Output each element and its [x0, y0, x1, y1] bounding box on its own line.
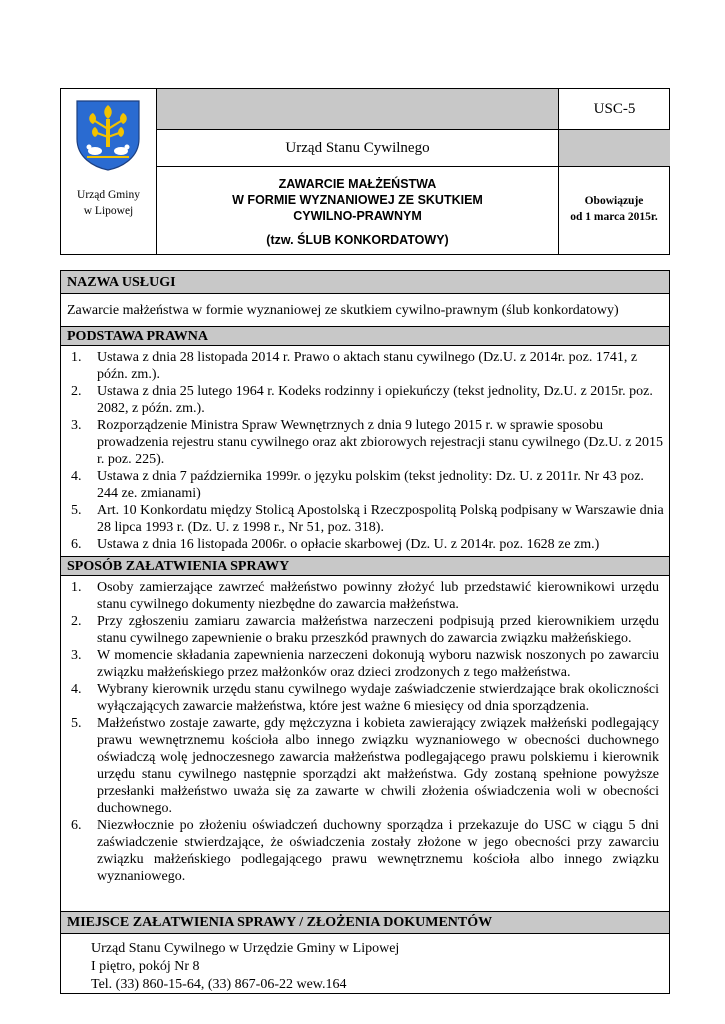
list-item-text: Ustawa z dnia 28 listopada 2014 r. Prawo o aktach stanu cywilnego (Dz.U. z 2014r. poz. 1741, z późn. zm.). [97, 350, 638, 382]
list-item [61, 502, 667, 536]
list-item-number: 5. [71, 503, 82, 518]
place-line-1: Urząd Stanu Cywilnego w Urzędzie Gminy w Lipowej [91, 941, 400, 956]
gmina-line-2: w Lipowej [83, 205, 134, 217]
list-item [61, 536, 667, 553]
section-heading-sposob: SPOSÓB ZAŁATWIENIA SPRAWY [61, 557, 669, 576]
list-item-text: Art. 10 Konkordatu między Stolicą Apostolską i Rzeczpospolitą Polską podpisany w Warszawie dnia 28 lipca 1993 r. (Dz. U. z 1998 r., Nr 51, poz. 318). [97, 503, 664, 535]
validity-label: Obowiązuje [584, 195, 644, 207]
list-item [61, 349, 667, 383]
gmina-line-1: Urząd Gminy [77, 189, 140, 201]
service-table [60, 270, 670, 994]
list-item-text: W momencie składania zapewnienia narzeczeni dokonują wyboru nazwisk noszonych po zawarciu związku małżeńskiego przez małżonków oraz dzieci zrodzonych z tego małżeństwa. [97, 648, 659, 680]
list-item-number: 2. [71, 614, 82, 629]
service-name-text: Zawarcie małżeństwa w formie wyznaniowej ze skutkiem cywilno-prawnym (ślub konkordatowy) [67, 303, 619, 318]
list-item-number: 3. [71, 648, 82, 663]
list-item-text: Wybrany kierownik urzędu stanu cywilnego wydaje zaświadczenie stwierdzające brak okoliczności wyłączających zawarcie małżeństwa, które jest ważne 6 miesięcy od dnia sporządzenia. [97, 682, 659, 714]
document-subtitle: (tzw. ŚLUB KONKORDATOWY) [266, 233, 449, 247]
procedure-list [61, 579, 659, 885]
list-item [61, 579, 659, 613]
list-item-number: 1. [71, 580, 82, 595]
logo-cell [61, 89, 157, 254]
place-line-2: I piętro, pokój Nr 8 [91, 959, 200, 974]
list-item-text: Ustawa z dnia 25 lutego 1964 r. Kodeks rodzinny i opiekuńczy (tekst jednolity, Dz.U. z 2015r. poz. 2082, z późn. zm.). [97, 384, 653, 416]
office-name: Urząd Stanu Cywilnego [157, 130, 558, 167]
header-table [60, 88, 670, 255]
list-item-number: 4. [71, 682, 82, 697]
list-item [61, 715, 659, 817]
title-line-3: CYWILNO-PRAWNYM [293, 209, 422, 223]
list-item-number: 1. [71, 350, 82, 365]
list-item-number: 2. [71, 384, 82, 399]
list-item [61, 468, 667, 502]
list-item-text: Rozporządzenie Ministra Spraw Wewnętrznych z dnia 9 lutego 2015 r. w sprawie sposobu prowadzenia rejestru stanu cywilnego oraz akt zbiorowych rejestracji stanu cywilnego (Dz.U. z 2015 r. poz. 225). [97, 418, 664, 467]
header-gray-cell-2 [558, 130, 670, 167]
list-item-number: 6. [71, 537, 82, 552]
list-item-number: 3. [71, 418, 82, 433]
list-item-text: Niezwłocznie po złożeniu oświadczeń duchowny sporządza i przekazuje do USC w ciągu 5 dni zaświadczenie stwierdzające, że oświadczenia zostały złożone w jego obecności przy zawarciu związku małżeńskiego podlegającego prawu wewnętrznemu kościoła albo innego związku wyznaniowego. [97, 818, 659, 884]
validity-cell [558, 167, 669, 254]
title-line-2: W FORMIE WYZNANIOWEJ ZE SKUTKIEM [232, 193, 483, 207]
section-heading-podstawa: PODSTAWA PRAWNA [61, 327, 669, 346]
list-item [61, 681, 659, 715]
legal-basis-list [61, 349, 667, 553]
list-item [61, 647, 659, 681]
list-item-text: Ustawa z dnia 7 października 1999r. o języku polskim (tekst jednolity: Dz. U. z 2011r. Nr 43 poz. 244 ze. zmianami) [97, 469, 644, 501]
header-gray-cell [157, 89, 558, 130]
coat-of-arms-icon [75, 99, 141, 171]
document-code: USC-5 [558, 89, 670, 130]
list-item [61, 817, 659, 885]
list-item-number: 4. [71, 469, 82, 484]
list-item-text: Osoby zamierzające zawrzeć małżeństwo powinny złożyć lub przedstawić kierownikowi urzędu stanu cywilnego dokumenty niezbędne do zawarcia małżeństwa. [97, 580, 659, 612]
gmina-label [61, 187, 156, 219]
place-line-3: Tel. (33) 860-15-64, (33) 867-06-22 wew.164 [91, 977, 347, 992]
section-heading-nazwa: NAZWA USŁUGI [61, 271, 669, 294]
list-item-text: Ustawa z dnia 16 listopada 2006r. o opłacie skarbowej (Dz. U. z 2014r. poz. 1628 ze zm.) [97, 537, 600, 552]
section-heading-miejsce: MIEJSCE ZAŁATWIENIA SPRAWY / ZŁOŻENIA DOKUMENTÓW [61, 912, 669, 934]
title-line-1: ZAWARCIE MAŁŻEŃSTWA [278, 177, 437, 191]
list-item [61, 383, 667, 417]
validity-date: od 1 marca 2015r. [570, 211, 658, 223]
list-item-text: Małżeństwo zostaje zawarte, gdy mężczyzna i kobieta zawierający związek małżeński podlegający prawu wewnętrznemu kościoła albo innego związku wyznaniowego w obecności duchownego oświadczą wolę jednoczesnego zawarcia małżeństwa podlegającego prawu polskiemu i kierownik urzędu stanu cywilnego następnie sporządzi akt małżeństwa. Gdy zostaną spełnione powyższe przesłanki małżeństwo uważa się za zawarte w chwili złożenia oświadczenia woli w obecności duchownego. [97, 716, 659, 816]
list-item-text: Przy zgłoszeniu zamiaru zawarcia małżeństwa narzeczeni podpisują przed kierownikiem urzędu stanu cywilnego zapewnienie o braku przeszkód prawnych do zawarcia związku małżeńskiego. [97, 614, 659, 646]
list-item-number: 5. [71, 716, 82, 731]
list-item-number: 6. [71, 818, 82, 833]
list-item [61, 613, 659, 647]
document-title [157, 167, 558, 254]
list-item [61, 417, 667, 468]
